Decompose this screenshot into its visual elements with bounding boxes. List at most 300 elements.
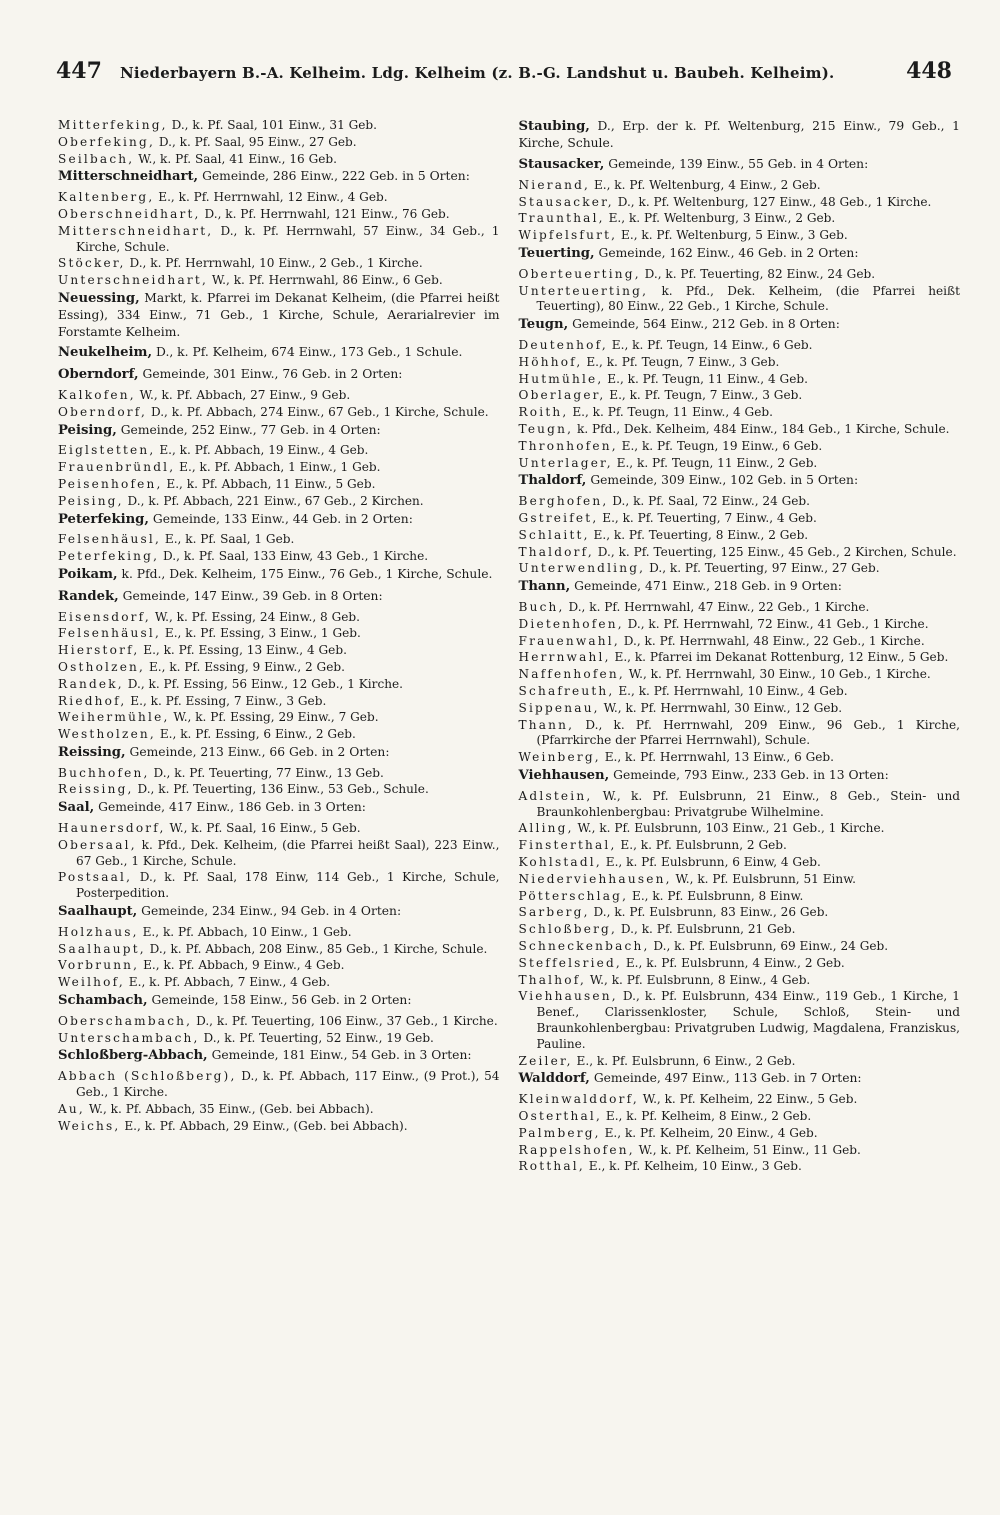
place-entry bbox=[519, 494, 961, 510]
place-name: Herrnwahl, bbox=[518, 650, 611, 665]
place-entry bbox=[519, 338, 961, 354]
place-name: Weihermühle, bbox=[58, 710, 170, 725]
entry-details: E., k. Pf. Teugn, 11 Einw., 4 Geb. bbox=[607, 371, 808, 386]
place-name: Kleinwalddorf, bbox=[518, 1092, 639, 1107]
place-name: Unterschneidhart, bbox=[58, 273, 208, 288]
municipality-entry bbox=[58, 566, 500, 583]
entry-details: D., k. Pf. Saal, 101 Einw., 31 Geb. bbox=[171, 118, 378, 132]
place-entry bbox=[58, 273, 500, 289]
entry-details: E., k. Pf. Teuerting, 7 Einw., 4 Geb. bbox=[602, 511, 817, 526]
place-name: Finsterthal, bbox=[518, 838, 617, 853]
entry-details: D., k. Pf. Abbach, 274 Einw., 67 Geb., 1 Kirche, Schule. bbox=[150, 404, 489, 419]
place-name: Rotthal, bbox=[518, 1159, 585, 1174]
entry-details: D., k. Pf. Essing, 56 Einw., 12 Geb., 1 Kirche. bbox=[127, 676, 404, 691]
place-name: Höhhof, bbox=[518, 354, 583, 369]
place-name: Thaldorf, bbox=[518, 544, 594, 559]
place-entry bbox=[519, 511, 961, 527]
place-name: Dietenhofen, bbox=[518, 616, 624, 631]
municipality-entry bbox=[58, 1047, 500, 1064]
place-entry bbox=[58, 388, 500, 404]
place-name: Saalhaupt, bbox=[58, 941, 146, 956]
entry-details: D., k. Pf. Eulsbrunn, 21 Geb. bbox=[620, 922, 796, 937]
entry-details: D., k. Pf. Abbach, 117 Einw., (9 Prot.), 54 Geb., 1 Kirche. bbox=[76, 1069, 500, 1100]
place-entry bbox=[519, 1143, 961, 1159]
place-entry bbox=[519, 667, 961, 683]
municipality-name: Peterfeking, bbox=[58, 511, 149, 527]
entry-details: E., k. Pf. Teugn, 11 Einw., 4 Geb. bbox=[572, 405, 773, 420]
municipality-name: Thann, bbox=[518, 579, 571, 595]
entry-details: D., k. Pf. Teuerting, 136 Einw., 53 Geb., Schule. bbox=[137, 782, 429, 797]
entry-details: Markt, k. Pfarrei im Dekanat Kelheim, (die Pfarrei heißt Essing), 334 Einw., 71 Geb., 1 Kirche, Schule, Aerarialrevier im Forstamte Kelheim. bbox=[58, 290, 500, 339]
place-name: Gstreifet, bbox=[518, 511, 599, 526]
municipality-entry bbox=[519, 316, 961, 333]
entry-details: E., k. Pf. Eulsbrunn, 6 Einw., 2 Geb. bbox=[576, 1053, 796, 1068]
place-name: Haunersdorf, bbox=[58, 821, 166, 836]
place-name: Berghofen, bbox=[518, 494, 609, 509]
entry-details: D., k. Pf. Saal, 72 Einw., 24 Geb. bbox=[612, 494, 811, 509]
place-name: Mitterschneidhart, bbox=[58, 223, 214, 238]
entry-details: W., k. Pf. Saal, 41 Einw., 16 Geb. bbox=[138, 151, 338, 166]
place-entry bbox=[519, 750, 961, 766]
entry-details: Gemeinde, 147 Einw., 39 Geb. in 8 Orten: bbox=[122, 588, 383, 603]
place-entry bbox=[519, 456, 961, 472]
entry-details: E., k. Pfarrei im Dekanat Rottenburg, 12 Einw., 5 Geb. bbox=[614, 650, 949, 665]
entry-details: E., k. Pf. Abbach, 7 Einw., 4 Geb. bbox=[128, 975, 331, 990]
place-entry bbox=[519, 872, 961, 888]
place-entry bbox=[58, 256, 500, 272]
place-name: Wipfelsfurt, bbox=[518, 228, 618, 243]
place-entry bbox=[519, 439, 961, 455]
place-name: Unterlager, bbox=[518, 455, 613, 470]
place-entry bbox=[58, 1102, 500, 1118]
place-entry bbox=[519, 650, 961, 666]
place-entry bbox=[519, 405, 961, 421]
entry-details: E., k. Pf. Eulsbrunn, 2 Geb. bbox=[620, 838, 787, 853]
entry-details: W., k. Pf. Eulsbrunn, 8 Einw., 4 Geb. bbox=[589, 972, 811, 987]
place-entry bbox=[519, 600, 961, 616]
entry-details: D., k. Pf. Eulsbrunn, 434 Einw., 119 Geb., 1 Kirche, 1 Benef., Clarissenkloster, Schule, Schloß, Stein- und Braunkohlenbergbau: Privatgruben Ludwig, Magdalena, Franziskus, Pauline. bbox=[536, 989, 960, 1051]
place-entry bbox=[519, 528, 961, 544]
entry-details: E., k. Pf. Eulsbrunn, 8 Einw. bbox=[631, 888, 804, 903]
place-entry bbox=[58, 694, 500, 710]
place-name: Alling, bbox=[518, 821, 574, 836]
place-name: Kalkofen, bbox=[58, 387, 136, 402]
entry-details: Gemeinde, 301 Einw., 76 Geb. in 2 Orten: bbox=[142, 367, 403, 382]
entry-details: E., k. Pf. Eulsbrunn, 6 Einw, 4 Geb. bbox=[605, 854, 821, 869]
entry-details: D., k. Pf. Herrnwahl, 57 Einw., 34 Geb., 1 Kirche, Schule. bbox=[76, 223, 500, 254]
place-entry bbox=[519, 195, 961, 211]
header-title: Niederbayern B.-A. Kelheim. Ldg. Kelheim (z. B.-G. Landshut u. Baubeh. Kelheim). bbox=[120, 64, 835, 82]
place-name: Weinberg, bbox=[518, 750, 601, 765]
entry-details: W., k. Pf. Herrnwahl, 86 Einw., 6 Geb. bbox=[211, 273, 443, 288]
place-entry bbox=[519, 267, 961, 283]
entry-details: E., k. Pf. Herrnwahl, 10 Einw., 4 Geb. bbox=[618, 684, 848, 698]
entry-details: E., k. Pf. Essing, 6 Einw., 2 Geb. bbox=[159, 727, 356, 742]
place-name: Schloßberg, bbox=[518, 922, 618, 937]
place-name: Peisenhofen, bbox=[58, 476, 163, 491]
place-name: Palmberg, bbox=[518, 1125, 601, 1140]
entry-details: W., k. Pf. Abbach, 27 Einw., 9 Geb. bbox=[139, 387, 351, 402]
municipality-entry bbox=[58, 290, 500, 340]
place-name: Viehhausen, bbox=[518, 989, 618, 1004]
entry-details: E., k. Pf. Teugn, 11 Einw., 2 Geb. bbox=[616, 455, 818, 470]
place-name: Westholzen, bbox=[58, 727, 156, 742]
entry-details: k. Pfd., Dek. Kelheim, 484 Einw., 184 Geb., 1 Kirche, Schule. bbox=[577, 422, 950, 437]
place-entry bbox=[519, 178, 961, 194]
place-entry bbox=[58, 727, 500, 743]
place-entry bbox=[58, 925, 500, 941]
place-name: Stausacker, bbox=[518, 194, 614, 209]
place-name: Mitterfeking, bbox=[58, 118, 168, 132]
entry-details: E., k. Pf. Teugn, 14 Einw., 6 Geb. bbox=[611, 338, 813, 353]
place-name: Oberschneidhart, bbox=[58, 206, 201, 221]
place-entry bbox=[58, 870, 500, 902]
place-name: Postsaal, bbox=[58, 870, 133, 885]
entry-details: W., k. Pf. Saal, 16 Einw., 5 Geb. bbox=[169, 821, 361, 836]
entry-details: E., k. Pf. Herrnwahl, 13 Einw., 6 Geb. bbox=[604, 750, 835, 765]
municipality-entry bbox=[519, 578, 961, 595]
place-name: Frauenwahl, bbox=[518, 633, 620, 648]
place-entry bbox=[58, 135, 500, 151]
place-entry bbox=[58, 1119, 500, 1135]
place-entry bbox=[58, 494, 500, 510]
entry-details: E., k. Pf. Abbach, 19 Einw., 4 Geb. bbox=[159, 443, 369, 458]
entry-details: D., k. Pf. Abbach, 221 Einw., 67 Geb., 2 Kirchen. bbox=[127, 493, 424, 508]
place-name: Sarberg, bbox=[518, 905, 590, 920]
entry-details: E., k. Pf. Teugn, 7 Einw., 3 Geb. bbox=[586, 354, 780, 369]
entry-details: Gemeinde, 252 Einw., 77 Geb. in 4 Orten: bbox=[120, 422, 381, 437]
place-name: Kaltenberg, bbox=[58, 190, 155, 205]
entry-details: D., k. Pf. Saal, 133 Einw, 43 Geb., 1 Kirche. bbox=[163, 549, 429, 564]
place-name: Sippenau, bbox=[518, 700, 600, 715]
municipality-entry bbox=[58, 744, 500, 761]
entry-details: D., k. Pf. Herrnwahl, 209 Einw., 96 Geb., 1 Kirche, (Pfarrkirche der Pfarrei Herrnwahl), Schule. bbox=[536, 717, 960, 748]
place-entry bbox=[519, 545, 961, 561]
municipality-name: Stausacker, bbox=[518, 157, 605, 173]
municipality-name: Schambach, bbox=[58, 993, 148, 1009]
municipality-name: Saalhaupt, bbox=[58, 904, 138, 920]
entry-details: D., k. Pf. Herrnwahl, 47 Einw., 22 Geb., 1 Kirche. bbox=[568, 600, 870, 615]
entry-details: W., k. Pf. Essing, 29 Einw., 7 Geb. bbox=[173, 710, 379, 725]
entry-details: Gemeinde, 213 Einw., 66 Geb. in 2 Orten: bbox=[129, 744, 390, 759]
place-entry bbox=[58, 477, 500, 493]
entry-details: E., k. Pf. Kelheim, 20 Einw., 4 Geb. bbox=[604, 1125, 818, 1140]
municipality-name: Thaldorf, bbox=[518, 473, 587, 489]
place-name: Stöcker, bbox=[58, 256, 126, 271]
entry-details: E., k. Pf. Abbach, 11 Einw., 5 Geb. bbox=[166, 476, 376, 491]
place-entry bbox=[519, 617, 961, 633]
entry-details: k. Pfd., Dek. Kelheim, (die Pfarrei heißt Teuerting), 80 Einw., 22 Geb., 1 Kirche, Schule. bbox=[536, 283, 960, 314]
entry-details: W., k. Pf. Kelheim, 22 Einw., 5 Geb. bbox=[642, 1092, 858, 1107]
place-name: Reissing, bbox=[58, 782, 134, 797]
right-column bbox=[514, 118, 961, 1176]
place-entry bbox=[58, 1014, 500, 1030]
entry-details: Gemeinde, 309 Einw., 102 Geb. in 5 Orten: bbox=[590, 473, 859, 488]
place-name: Schlaitt, bbox=[518, 527, 590, 542]
entry-details: E., k. Pf. Eulsbrunn, 4 Einw., 2 Geb. bbox=[625, 955, 845, 970]
place-name: Buch, bbox=[518, 600, 565, 615]
municipality-name: Viehhausen, bbox=[518, 767, 610, 783]
place-entry bbox=[519, 989, 961, 1052]
municipality-name: Teuerting, bbox=[518, 246, 595, 262]
place-name: Abbach (Schloßberg), bbox=[58, 1069, 237, 1084]
left-column bbox=[58, 118, 500, 1176]
place-name: Schafreuth, bbox=[518, 684, 615, 698]
entry-details: E., k. Pf. Weltenburg, 4 Einw., 2 Geb. bbox=[593, 177, 821, 192]
entry-details: D., k. Pf. Herrnwahl, 10 Einw., 2 Geb., 1 Kirche. bbox=[129, 256, 423, 271]
place-entry bbox=[519, 718, 961, 750]
entry-details: E., k. Pf. Saal, 1 Geb. bbox=[164, 532, 295, 547]
municipality-entry bbox=[58, 344, 500, 361]
place-name: Holzhaus, bbox=[58, 924, 139, 939]
municipality-entry bbox=[519, 156, 961, 173]
entry-details: E., k. Pf. Abbach, 10 Einw., 1 Geb. bbox=[142, 924, 352, 939]
place-name: Roith, bbox=[518, 405, 569, 420]
municipality-name: Randek, bbox=[58, 588, 119, 604]
place-name: Oberteuerting, bbox=[518, 266, 641, 281]
entry-details: E., k. Pf. Kelheim, 10 Einw., 3 Geb. bbox=[588, 1159, 802, 1174]
place-entry bbox=[58, 1031, 500, 1047]
entry-details: Gemeinde, 286 Einw., 222 Geb. in 5 Orten: bbox=[202, 169, 470, 184]
place-entry bbox=[58, 643, 500, 659]
municipality-entry bbox=[519, 118, 961, 152]
place-entry bbox=[519, 1092, 961, 1108]
place-entry bbox=[519, 922, 961, 938]
municipality-entry bbox=[58, 903, 500, 920]
municipality-name: Oberndorf, bbox=[58, 367, 139, 383]
entry-details: Gemeinde, 139 Einw., 55 Geb. in 4 Orten: bbox=[608, 157, 869, 172]
entry-details: E., k. Pf. Teuerting, 8 Einw., 2 Geb. bbox=[593, 527, 809, 542]
place-entry bbox=[519, 905, 961, 921]
entry-details: W., k. Pf. Eulsbrunn, 21 Einw., 8 Geb., Stein- und Braunkohlenbergbau: Privatgrube Wilhelmine. bbox=[536, 788, 960, 819]
place-name: Peising, bbox=[58, 493, 124, 508]
place-name: Hierstorf, bbox=[58, 643, 140, 658]
place-name: Unterteuerting, bbox=[518, 283, 649, 298]
place-entry bbox=[58, 821, 500, 837]
place-name: Eiglstetten, bbox=[58, 443, 156, 458]
municipality-entry bbox=[58, 992, 500, 1009]
place-name: Oberschambach, bbox=[58, 1013, 193, 1028]
entry-details: D., k. Pf. Herrnwahl, 48 Einw., 22 Geb., 1 Kirche. bbox=[623, 633, 925, 648]
entry-details: E., k. Pf. Abbach, 29 Einw., (Geb. bei Abbach). bbox=[124, 1118, 408, 1133]
place-entry bbox=[519, 211, 961, 227]
entry-details: D., k. Pf. Teuerting, 82 Einw., 24 Geb. bbox=[644, 266, 876, 281]
entry-details: E., k. Pf. Weltenburg, 5 Einw., 3 Geb. bbox=[621, 228, 848, 243]
entry-details: D., k. Pf. Teuerting, 77 Einw., 13 Geb. bbox=[153, 765, 384, 780]
entry-details: Gemeinde, 133 Einw., 44 Geb. in 2 Orten: bbox=[152, 511, 413, 526]
place-entry bbox=[58, 190, 500, 206]
entry-details: Gemeinde, 181 Einw., 54 Geb. in 3 Orten: bbox=[211, 1048, 472, 1063]
entry-details: E., k. Pf. Teugn, 19 Einw., 6 Geb. bbox=[621, 438, 823, 453]
entry-details: W., k. Pf. Kelheim, 51 Einw., 11 Geb. bbox=[638, 1142, 861, 1157]
place-name: Naffenhofen, bbox=[518, 667, 625, 682]
entry-details: E., k. Pf. Essing, 3 Einw., 1 Geb. bbox=[164, 626, 361, 641]
place-name: Nierand, bbox=[518, 177, 591, 192]
place-entry bbox=[58, 207, 500, 223]
place-entry bbox=[519, 684, 961, 700]
place-entry bbox=[519, 422, 961, 438]
place-name: Ostholzen, bbox=[58, 659, 146, 674]
place-entry bbox=[519, 1109, 961, 1125]
place-name: Osterthal, bbox=[518, 1108, 602, 1123]
entry-details: E., k. Pf. Kelheim, 8 Einw., 2 Geb. bbox=[605, 1108, 812, 1123]
municipality-name: Mitterschneidhart, bbox=[58, 169, 199, 185]
entry-details: D., k. Pf. Abbach, 208 Einw., 85 Geb., 1 Kirche, Schule. bbox=[149, 941, 488, 956]
place-name: Weilhof, bbox=[58, 975, 125, 990]
entry-details: k. Pfd., Dek. Kelheim, 175 Einw., 76 Geb., 1 Kirche, Schule. bbox=[121, 566, 493, 581]
place-entry bbox=[519, 634, 961, 650]
place-entry bbox=[519, 789, 961, 821]
place-name: Seilbach, bbox=[58, 151, 135, 166]
municipality-name: Poikam, bbox=[58, 566, 118, 582]
place-entry bbox=[58, 766, 500, 782]
place-name: Au, bbox=[58, 1101, 85, 1116]
place-name: Deutenhof, bbox=[518, 338, 608, 353]
place-entry bbox=[519, 1159, 961, 1175]
place-entry bbox=[519, 956, 961, 972]
entry-details: D., k. Pf. Saal, 178 Einw, 114 Geb., 1 Kirche, Schule, Posterpedition. bbox=[76, 870, 500, 901]
place-entry bbox=[58, 118, 500, 134]
place-name: Traunthal, bbox=[518, 211, 605, 226]
place-entry bbox=[58, 626, 500, 642]
entry-details: D., k. Pf. Kelheim, 674 Einw., 173 Geb., 1 Schule. bbox=[156, 345, 463, 360]
place-entry bbox=[519, 889, 961, 905]
municipality-name: Neuessing, bbox=[58, 290, 140, 306]
entry-details: Gemeinde, 793 Einw., 233 Geb. in 13 Orten: bbox=[613, 767, 889, 782]
place-entry bbox=[58, 532, 500, 548]
entry-details: W., k. Pf. Eulsbrunn, 51 Einw. bbox=[675, 871, 856, 886]
municipality-entry bbox=[58, 799, 500, 816]
municipality-entry bbox=[58, 422, 500, 439]
entry-details: D., k. Pf. Teuerting, 106 Einw., 37 Geb., 1 Kirche. bbox=[196, 1013, 498, 1028]
place-name: Pötterschlag, bbox=[518, 888, 629, 903]
entry-details: E., k. Pf. Abbach, 1 Einw., 1 Geb. bbox=[179, 460, 381, 475]
place-entry bbox=[58, 660, 500, 676]
entry-details: D., k. Pf. Eulsbrunn, 69 Einw., 24 Geb. bbox=[653, 938, 889, 953]
municipality-name: Teugn, bbox=[518, 317, 569, 333]
entry-details: W., k. Pf. Herrnwahl, 30 Einw., 10 Geb., 1 Kirche. bbox=[628, 667, 931, 682]
entry-details: D., k. Pf. Weltenburg, 127 Einw., 48 Geb., 1 Kirche. bbox=[617, 194, 932, 209]
entry-details: E., k. Pf. Essing, 13 Einw., 4 Geb. bbox=[143, 643, 347, 658]
entry-details: E., k. Pf. Teugn, 7 Einw., 3 Geb. bbox=[609, 388, 803, 403]
place-entry bbox=[519, 821, 961, 837]
municipality-entry bbox=[519, 472, 961, 489]
place-entry bbox=[58, 782, 500, 798]
place-name: Buchhofen, bbox=[58, 765, 150, 780]
place-name: Hutmühle, bbox=[518, 371, 604, 386]
place-name: Oberndorf, bbox=[58, 404, 148, 419]
place-entry bbox=[58, 975, 500, 991]
municipality-name: Neukelheim, bbox=[58, 345, 153, 361]
entry-details: D., k. Pf. Saal, 95 Einw., 27 Geb. bbox=[158, 134, 357, 149]
left-page-number: 447 bbox=[56, 58, 102, 84]
entry-details: D., k. Pf. Teuerting, 125 Einw., 45 Geb., 2 Kirchen, Schule. bbox=[597, 544, 957, 559]
place-name: Adlstein, bbox=[518, 788, 593, 803]
entry-details: W., k. Pf. Abbach, 35 Einw., (Geb. bei Abbach). bbox=[88, 1101, 374, 1116]
place-entry bbox=[519, 284, 961, 316]
place-name: Obersaal, bbox=[58, 837, 137, 852]
municipality-entry bbox=[58, 168, 500, 185]
place-name: Randek, bbox=[58, 676, 124, 691]
municipality-name: Staubing, bbox=[518, 119, 590, 134]
place-entry bbox=[519, 939, 961, 955]
place-name: Peterfeking, bbox=[58, 549, 160, 564]
entry-details: Gemeinde, 158 Einw., 56 Geb. in 2 Orten: bbox=[151, 993, 412, 1008]
entry-details: E., k. Pf. Weltenburg, 3 Einw., 2 Geb. bbox=[608, 211, 836, 226]
municipality-name: Walddorf, bbox=[518, 1071, 590, 1087]
place-name: Teugn, bbox=[518, 422, 574, 437]
municipality-name: Reissing, bbox=[58, 744, 126, 760]
place-name: Felsenhäusl, bbox=[58, 626, 162, 641]
place-entry bbox=[519, 372, 961, 388]
place-name: Oberfeking, bbox=[58, 134, 155, 149]
place-name: Zeiler, bbox=[518, 1053, 573, 1068]
place-entry bbox=[58, 549, 500, 565]
place-entry bbox=[58, 942, 500, 958]
municipality-entry bbox=[519, 1070, 961, 1087]
place-entry bbox=[519, 355, 961, 371]
entry-details: Gemeinde, 471 Einw., 218 Geb. in 9 Orten: bbox=[574, 579, 842, 594]
place-name: Eisensdorf, bbox=[58, 609, 151, 624]
entry-details: D., k. Pf. Eulsbrunn, 83 Einw., 26 Geb. bbox=[593, 905, 829, 920]
municipality-entry bbox=[58, 366, 500, 383]
place-name: Riedhof, bbox=[58, 693, 127, 708]
place-entry bbox=[519, 973, 961, 989]
entry-details: Gemeinde, 497 Einw., 113 Geb. in 7 Orten: bbox=[593, 1071, 862, 1086]
municipality-entry bbox=[519, 245, 961, 262]
entry-details: Gemeinde, 162 Einw., 46 Geb. in 2 Orten: bbox=[598, 246, 859, 261]
place-entry bbox=[58, 443, 500, 459]
entry-details: D., k. Pf. Herrnwahl, 121 Einw., 76 Geb. bbox=[204, 206, 450, 221]
entry-details: Gemeinde, 564 Einw., 212 Geb. in 8 Orten: bbox=[572, 317, 840, 332]
place-entry bbox=[58, 460, 500, 476]
place-name: Niederviehhausen, bbox=[518, 871, 672, 886]
municipality-entry bbox=[58, 511, 500, 528]
place-name: Steffelsried, bbox=[518, 955, 622, 970]
place-entry bbox=[58, 958, 500, 974]
entry-details: D., k. Pf. Teuerting, 52 Einw., 19 Geb. bbox=[203, 1030, 434, 1045]
entry-details: k. Pfd., Dek. Kelheim, (die Pfarrei heißt Saal), 223 Einw., 67 Geb., 1 Kirche, Schule. bbox=[76, 837, 500, 868]
place-entry bbox=[58, 610, 500, 626]
right-page-number: 448 bbox=[906, 58, 952, 84]
place-entry bbox=[519, 1126, 961, 1142]
municipality-name: Peising, bbox=[58, 422, 117, 438]
place-entry bbox=[519, 855, 961, 871]
municipality-name: Schloßberg-Abbach, bbox=[58, 1048, 208, 1064]
place-name: Schneckenbach, bbox=[518, 938, 650, 953]
place-entry bbox=[519, 561, 961, 577]
place-entry bbox=[58, 838, 500, 870]
place-entry bbox=[58, 224, 500, 256]
entry-details: W., k. Pf. Eulsbrunn, 103 Einw., 21 Geb., 1 Kirche. bbox=[577, 821, 885, 836]
entry-details: Gemeinde, 234 Einw., 94 Geb. in 4 Orten: bbox=[141, 904, 402, 919]
municipality-name: Saal, bbox=[58, 800, 95, 816]
place-entry bbox=[519, 388, 961, 404]
place-entry bbox=[519, 701, 961, 717]
entry-details: W., k. Pf. Herrnwahl, 30 Einw., 12 Geb. bbox=[603, 700, 843, 715]
place-name: Oberlager, bbox=[518, 388, 606, 403]
place-entry bbox=[58, 405, 500, 421]
entry-details: Gemeinde, 417 Einw., 186 Geb. in 3 Orten: bbox=[98, 800, 366, 815]
place-name: Thann, bbox=[518, 717, 575, 732]
place-name: Thronhofen, bbox=[518, 438, 618, 453]
place-name: Vorbrunn, bbox=[58, 958, 140, 973]
place-entry bbox=[519, 838, 961, 854]
place-name: Unterschambach, bbox=[58, 1030, 200, 1045]
place-entry bbox=[58, 1069, 500, 1101]
place-name: Rappelshofen, bbox=[518, 1142, 635, 1157]
entry-details: E., k. Pf. Herrnwahl, 12 Einw., 4 Geb. bbox=[158, 190, 388, 205]
